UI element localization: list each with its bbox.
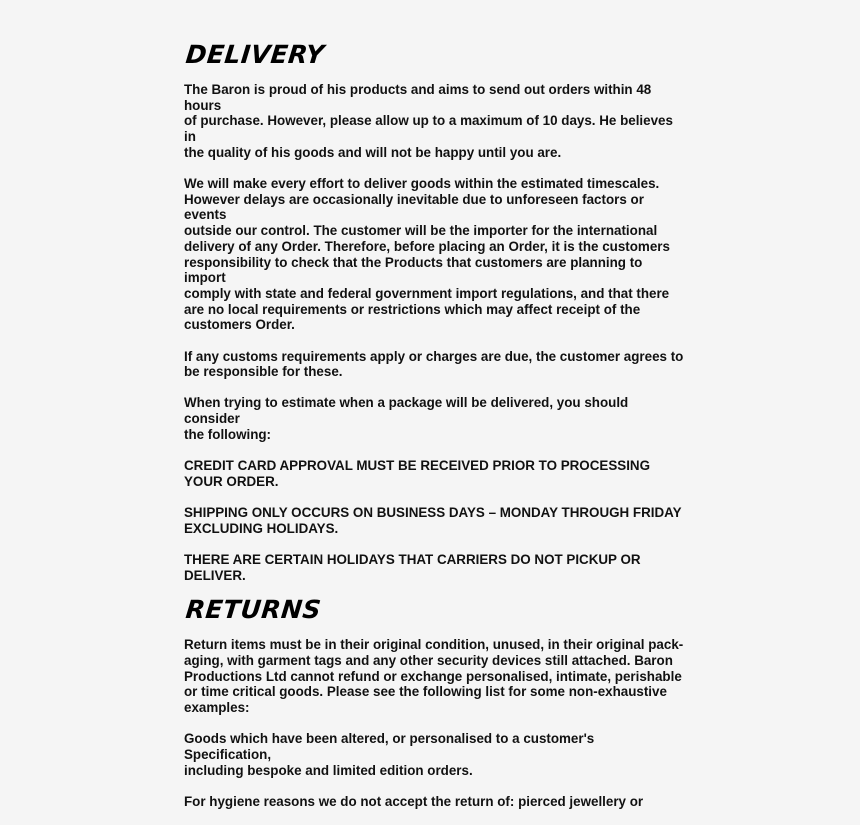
delivery-paragraph-dispatch: The Baron is proud of his products and aims to send out orders within 48 hours of purchase. However, please allow up to a maximum of 10 days. He believes in the quality of his goods and will not be happy until you are.	[184, 82, 673, 160]
policy-content	[184, 38, 684, 825]
returns-paragraph-hygiene: For hygiene reasons we do not accept the return of: pierced jewellery or	[184, 793, 644, 809]
delivery-notice-credit-card: CREDIT CARD APPROVAL MUST BE RECEIVED PRIOR TO PROCESSING YOUR ORDER.	[184, 458, 650, 489]
delivery-notice-business-days: SHIPPING ONLY OCCURS ON BUSINESS DAYS – MONDAY THROUGH FRIDAY EXCLUDING HOLIDAYS.	[184, 504, 682, 536]
returns-heading: RETURNS	[184, 595, 323, 625]
delivery-section	[184, 38, 684, 583]
delivery-paragraph-estimate: When trying to estimate when a package will be delivered, you should consider the following:	[184, 395, 629, 442]
delivery-heading: DELIVERY	[184, 40, 326, 69]
returns-section	[184, 593, 684, 809]
delivery-notice-holidays: THERE ARE CERTAIN HOLIDAYS THAT CARRIERS DO NOT PICKUP OR DELIVER.	[184, 551, 641, 583]
returns-paragraph-altered-goods: Goods which have been altered, or personalised to a customer's Specification, including bespoke and limited edition orders.	[184, 731, 595, 778]
returns-paragraph-condition: Return items must be in their original condition, unused, in their original pack- aging, with garment tags and any other security devices still attached. Baron Productions Ltd cannot refund or exchange personalised, intimate, perishable or time critical goods. Please see the following list for some non-exhaustive examples:	[184, 637, 684, 716]
delivery-paragraph-timescales: We will make every effort to deliver goods within the estimated timescales. However delays are occasionally inevitable due to unforeseen factors or events outside our control. The customer will be the importer for the international delivery of any Order. Therefore, before placing an Order, it is the customers responsibility to check that the Products that customers are planning to import comply with state and federal government import regulations, and that there are no local requirements or restrictions which may affect receipt of the customers Order.	[184, 176, 670, 333]
delivery-paragraph-customs: If any customs requirements apply or charges are due, the customer agrees to be responsible for these.	[184, 348, 684, 380]
